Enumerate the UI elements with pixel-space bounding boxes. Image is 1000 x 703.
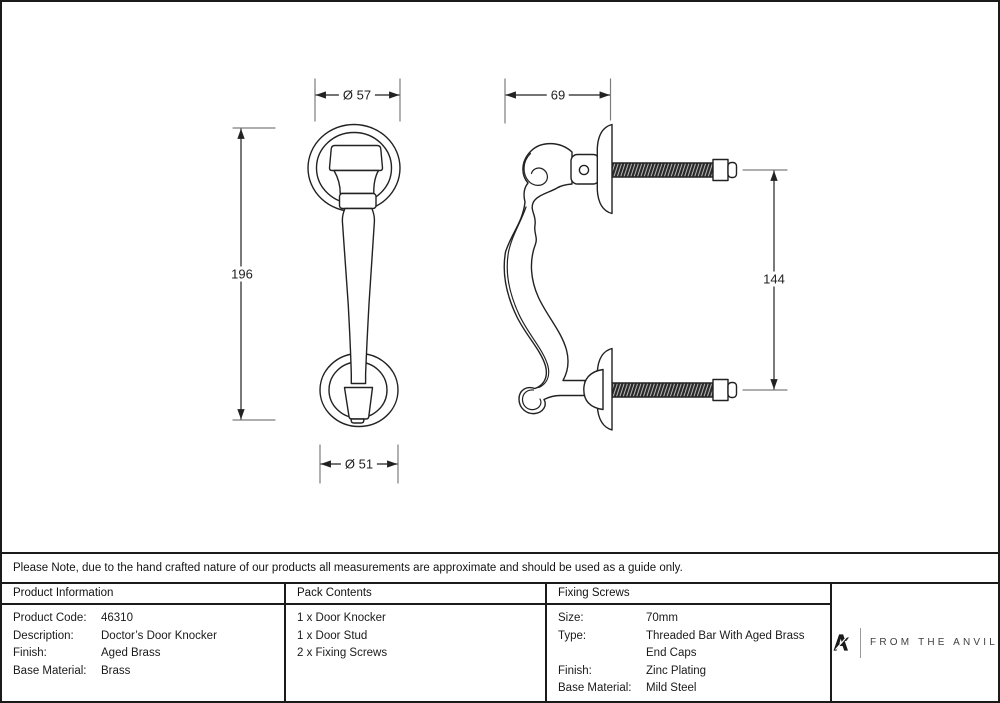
pack-contents-header: Pack Contents xyxy=(286,584,547,605)
front-view xyxy=(233,79,400,483)
table-row xyxy=(13,645,284,663)
row-value: Aged Brass xyxy=(101,647,161,659)
row-label xyxy=(558,645,646,663)
door-knocker-drawing xyxy=(2,2,998,552)
table-row xyxy=(13,628,284,646)
row-value: 46310 xyxy=(101,612,133,624)
row-value: End Caps xyxy=(646,647,697,659)
table-row xyxy=(558,610,830,628)
product-information-body xyxy=(2,605,286,701)
front-extension-lines xyxy=(233,79,400,483)
dim-top-diameter-label: Ø 57 xyxy=(339,88,375,103)
side-view xyxy=(504,79,787,430)
measurement-note: Please Note, due to the hand crafted nature of our products all measurements are approximate and should be used as a guide only. xyxy=(2,552,998,582)
table-row xyxy=(558,663,830,681)
pack-contents-body xyxy=(286,605,547,701)
row-value: Threaded Bar With Aged Brass xyxy=(646,629,805,642)
fixing-screws-body xyxy=(547,605,832,701)
dim-depth-label: 69 xyxy=(547,88,569,103)
row-value: 70mm xyxy=(646,612,678,624)
technical-drawing-area xyxy=(2,2,998,552)
row-label: Type: xyxy=(558,629,587,642)
list-item: 1 x Door Stud xyxy=(297,629,368,642)
row-label: Finish: xyxy=(558,664,592,677)
logo-divider xyxy=(860,628,861,658)
dim-height-label: 196 xyxy=(227,267,257,282)
row-label: Description: xyxy=(13,629,74,642)
brand-block xyxy=(832,584,998,701)
table-row xyxy=(13,663,284,681)
row-value: Doctor’s Door Knocker xyxy=(101,629,217,642)
brand-name: FROM THE ANVIL xyxy=(870,637,998,648)
row-value: Zinc Plating xyxy=(646,664,707,677)
dim-fixing-centres-label: 144 xyxy=(759,272,789,287)
row-value: Brass xyxy=(101,664,131,677)
row-label: Finish: xyxy=(13,647,47,659)
table-row xyxy=(558,680,830,698)
fixing-screws-header: Fixing Screws xyxy=(547,584,832,605)
list-item: 2 x Fixing Screws xyxy=(297,647,388,659)
table-row xyxy=(13,610,284,628)
row-label: Size: xyxy=(558,612,584,624)
row-value: Mild Steel xyxy=(646,682,697,694)
list-item: 1 x Door Knocker xyxy=(297,612,386,624)
dim-bottom-diameter-label: Ø 51 xyxy=(341,457,377,472)
product-information-header: Product Information xyxy=(2,584,286,605)
table-row xyxy=(558,628,830,646)
anvil-logo-icon xyxy=(832,627,851,658)
row-label: Base Material: xyxy=(13,664,87,677)
table-row xyxy=(558,645,830,663)
spec-table xyxy=(2,582,998,701)
row-label: Product Code: xyxy=(13,612,87,624)
row-label: Base Material: xyxy=(558,682,632,694)
